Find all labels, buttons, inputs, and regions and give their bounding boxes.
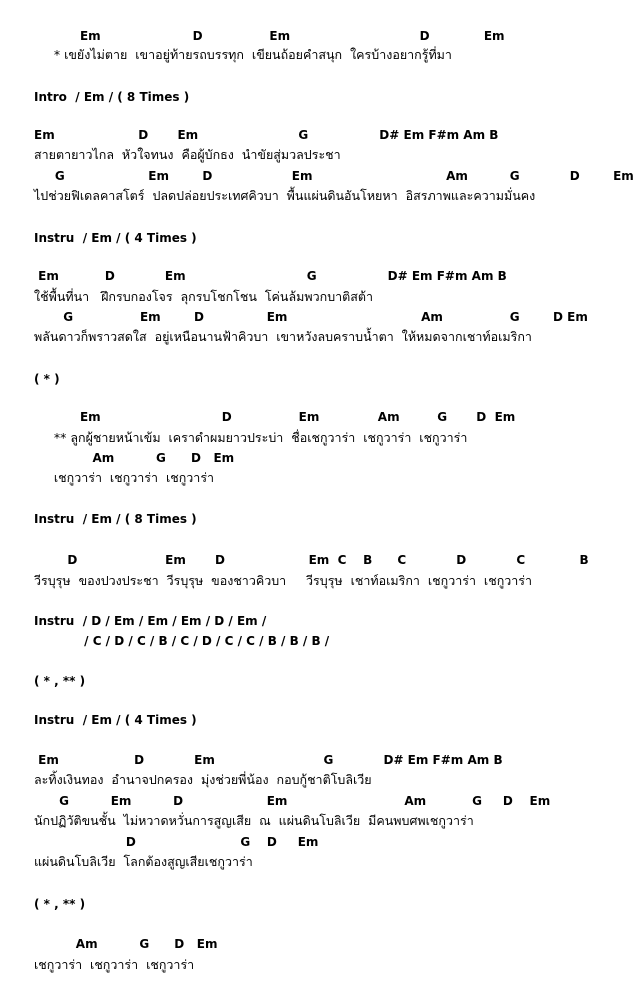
chord-line: G Em D Em Am G D Em	[34, 169, 634, 183]
chord-line: Em D Em G D# Em F#m Am B	[34, 753, 503, 767]
section-line: ( * )	[34, 372, 60, 386]
section-line: Instru / Em / ( 4 Times )	[34, 713, 197, 727]
lyric-line: แผ่นดินโบลิเวีย โลกต้องสูญเสียเชกูวาร่า	[34, 854, 253, 869]
section-line: Intro / Em / ( 8 Times )	[34, 90, 190, 104]
chord-line: Am G D Em	[34, 451, 235, 465]
chord-line: D G D Em	[34, 835, 319, 849]
chord-line: D Em D Em C B C D C B	[34, 553, 589, 567]
lyric-line: ** ลูกผู้ชายหน้าเข้ม เคราดำผมยาวประบ่า ชื่อเชกูวาร่า เชกูวาร่า เชกูวาร่า	[34, 430, 468, 445]
chord-line: Em D Em Am G D Em	[34, 410, 516, 424]
chord-line: Em D Em G D# Em F#m Am B	[34, 128, 499, 142]
section-line: / C / D / C / B / C / D / C / C / B / B / B /	[34, 634, 330, 648]
chord-line: Am G D Em	[34, 937, 218, 951]
chord-line: G Em D Em Am G D Em	[34, 310, 588, 324]
section-line: Instru / Em / ( 8 Times )	[34, 512, 197, 526]
lyric-line: ไปช่วยฟิเดลคาสโตร์ ปลดปล่อยประเทศคิวบา พื้นแผ่นดินอันโหยหา อิสรภาพและความมั่นคง	[34, 188, 536, 203]
section-line: ( * , ** )	[34, 674, 86, 688]
section-line: ( * , ** )	[34, 897, 86, 911]
lyric-line: เชกูวาร่า เชกูวาร่า เชกูวาร่า	[34, 957, 195, 972]
chord-line: Em D Em G D# Em F#m Am B	[34, 269, 507, 283]
lyric-line: พลันดาวก็พราวสดใส อยู่เหนือนานฟ้าคิวบา เขาหวังลบคราบน้ำตา ให้หมดจากเชาท์อเมริกา	[34, 329, 532, 344]
lyric-line: สายตายาวไกล หัวใจทนง คือผู้บักธง นำขัยสู่มวลประชา	[34, 147, 341, 162]
lyric-line: ละทิ้งเงินทอง อำนาจปกครอง มุ่งช่วยพี่น้อง กอบกู้ชาติโบลิเวีย	[34, 772, 372, 787]
section-line: Instru / D / Em / Em / Em / D / Em /	[34, 614, 267, 628]
section-line: Instru / Em / ( 4 Times )	[34, 231, 197, 245]
lyric-line: นักปฏิวัติขนชั้น ไม่หวาดหวั่นการสูญเสีย ณ แผ่นดินโบลิเวีย มีคนพบศพเชกูวาร่า	[34, 813, 474, 828]
lyric-line: เชกูวาร่า เชกูวาร่า เชกูวาร่า	[34, 470, 215, 485]
chord-line: Em D Em D Em	[34, 29, 505, 43]
lyric-line: * เขยังไม่ตาย เขาอยู่ท้ายรถบรรทุก เขียนถ้อยคำสนุก ใครบ้างอยากรู้ที่มา	[34, 47, 452, 62]
chord-line: G Em D Em Am G D Em	[34, 794, 551, 808]
lyric-line: วีรบุรุษ ของปวงประชา วีรบุรุษ ของชาวคิวบา วีรบุรุษ เชาท์อเมริกา เชกูวาร่า เชกูวาร่า	[34, 573, 533, 588]
lyric-line: ใช้พื้นที่นา ฝึกรบกองโจร ลุกรบโชกโชน โค่นล้มพวกบาติสต้า	[34, 289, 374, 304]
